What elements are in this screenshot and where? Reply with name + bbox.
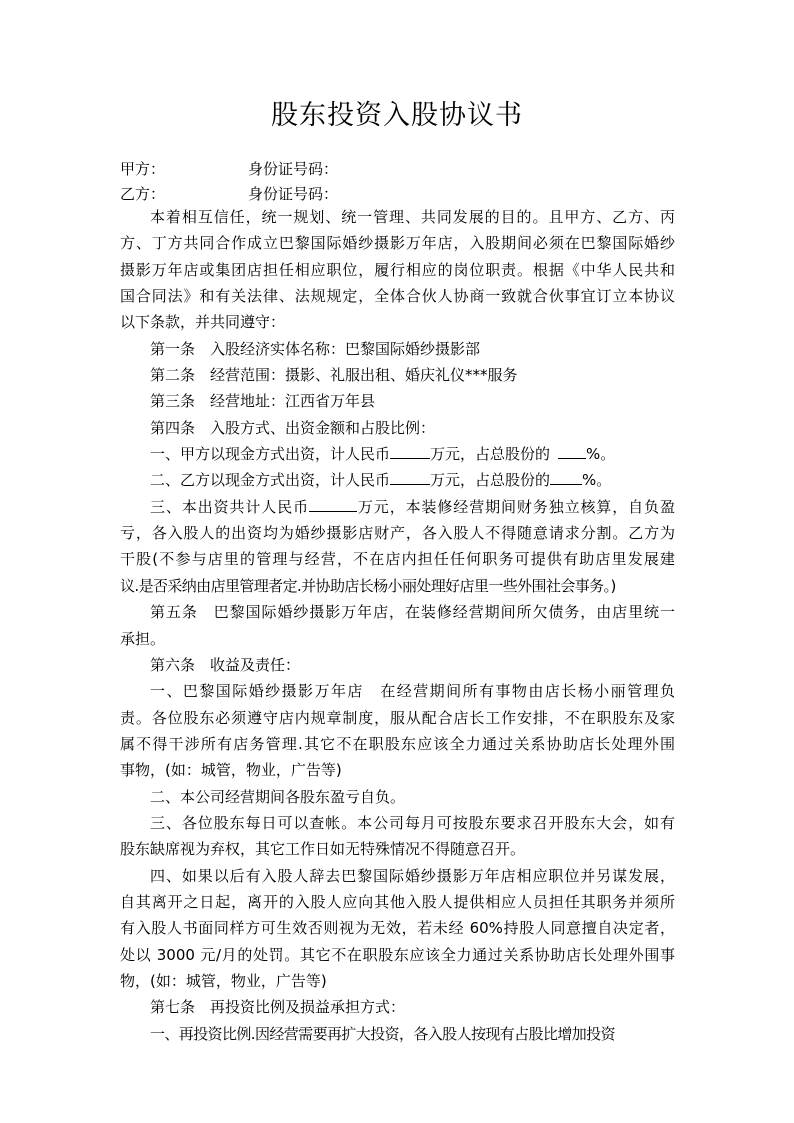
party-b-row	[120, 183, 338, 205]
item-4-2: 二、乙方以现金方式出资，计人民币 万元，占总股份的 %。	[120, 467, 675, 493]
document-body	[120, 204, 675, 1047]
intro-line: 摄影万年店或集团店担任相应职位，履行相应的岗位职责。根据《中华人民共和	[120, 260, 675, 279]
article-2: 第二条 经营范围：摄影、礼服出租、婚庆礼仪***服务	[150, 366, 518, 385]
blank-amount	[390, 468, 430, 485]
item-6-4: 四、如果以后有入股人辞去巴黎国际婚纱摄影万年店相应职位并另谋发展，	[150, 866, 675, 885]
blank-amount	[390, 442, 430, 459]
article-3: 第三条 经营地址：江西省万年县	[150, 392, 376, 411]
item-4-3: 三、本出资共计人民币 万元，本装修经营期间财务独立核算，自负盈	[120, 494, 675, 520]
intro-line: 本着相互信任，统一规划、统一管理、共同发展的目的。且甲方、乙方、丙	[150, 208, 675, 226]
intro-line: 以下条款，并共同遵守：	[120, 313, 286, 332]
item-6-4-line: 处以 3000 元/月的处罚。其它不在职股东应该全力通过关系协助店长处理外围事	[120, 945, 675, 964]
article-1: 第一条 入股经济实体名称：巴黎国际婚纱摄影部	[150, 339, 481, 358]
blank-total-amount	[309, 495, 357, 512]
item-4-3-line: 议.是否采纳由店里管理者定.并协助店长杨小丽处理好店里一些外围社会事务。)	[120, 576, 616, 595]
item-4-1: 一、甲方以现金方式出资，计人民币 万元，占总股份的 %。	[120, 441, 675, 467]
party-b-id-label: 身份证号码：	[248, 185, 339, 203]
intro-line: 国合同法》和有关法律、法规规定，全体合伙人协商一致就合伙事宜订立本协议	[120, 287, 675, 306]
item-6-4-line: 有入股人书面同样方可生效否则视为无效，若未经 60%持股人同意擅自决定者，	[120, 919, 675, 938]
article-4: 第四条 入股方式、出资金额和占股比例：	[150, 418, 436, 437]
party-b-label: 乙方：	[120, 185, 166, 203]
item-6-3-line: 股东缺席视为弃权，其它工作日如无特殊情况不得随意召开。	[120, 840, 526, 859]
item-6-1-line: 事物，(如：城管，物业，广告等)	[120, 761, 342, 780]
party-a-row	[120, 158, 338, 180]
article-6: 第六条 收益及责任：	[150, 655, 301, 674]
party-a-id-label: 身份证号码：	[248, 160, 339, 178]
document-title: 股东投资入股协议书	[271, 100, 523, 131]
article-5-line: 承担。	[120, 629, 166, 648]
item-4-3-line: 干股(不参与店里的管理与经营，不在店内担任任何职务可提供有助店里发展建	[120, 550, 675, 569]
article-7: 第七条 再投资比例及损益承担方式：	[150, 998, 406, 1017]
item-6-2: 二、本公司经营期间各股东盈亏自负。	[150, 787, 406, 806]
blank-percent	[558, 442, 586, 459]
party-a-label: 甲方：	[120, 160, 166, 178]
blank-percent	[550, 468, 582, 485]
intro-line: 方、丁方共同合作成立巴黎国际婚纱摄影万年店，入股期间必须在巴黎国际婚纱	[120, 234, 675, 253]
item-4-3-line: 亏，各入股人的出资均为婚纱摄影店财产，各入股人不得随意请求分割。乙方为	[120, 524, 675, 543]
item-7-1: 一、再投资比例.因经营需要再扩大投资，各入股人按现有占股比增加投资	[150, 1024, 615, 1043]
item-6-3: 三、各位股东每日可以查帐。本公司每月可按股东要求召开股东大会，如有	[150, 813, 675, 832]
article-5: 第五条 巴黎国际婚纱摄影万年店，在装修经营期间所欠债务，由店里统一	[150, 603, 675, 622]
item-6-1-line: 属不得干涉所有店务管理.其它不在职股东应该全力通过关系协助店长处理外围	[120, 734, 675, 753]
item-6-1: 一、巴黎国际婚纱摄影万年店 在经营期间所有事物由店长杨小丽管理负	[150, 682, 675, 701]
item-6-1-line: 责。各位股东必须遵守店内规章制度，服从配合店长工作安排，不在职股东及家	[120, 708, 675, 727]
item-6-4-line: 自其离开之日起，离开的入股人应向其他入股人提供相应人员担任其职务并须所	[120, 892, 675, 911]
item-6-4-line: 物，(如：城管，物业，广告等)	[120, 971, 327, 990]
